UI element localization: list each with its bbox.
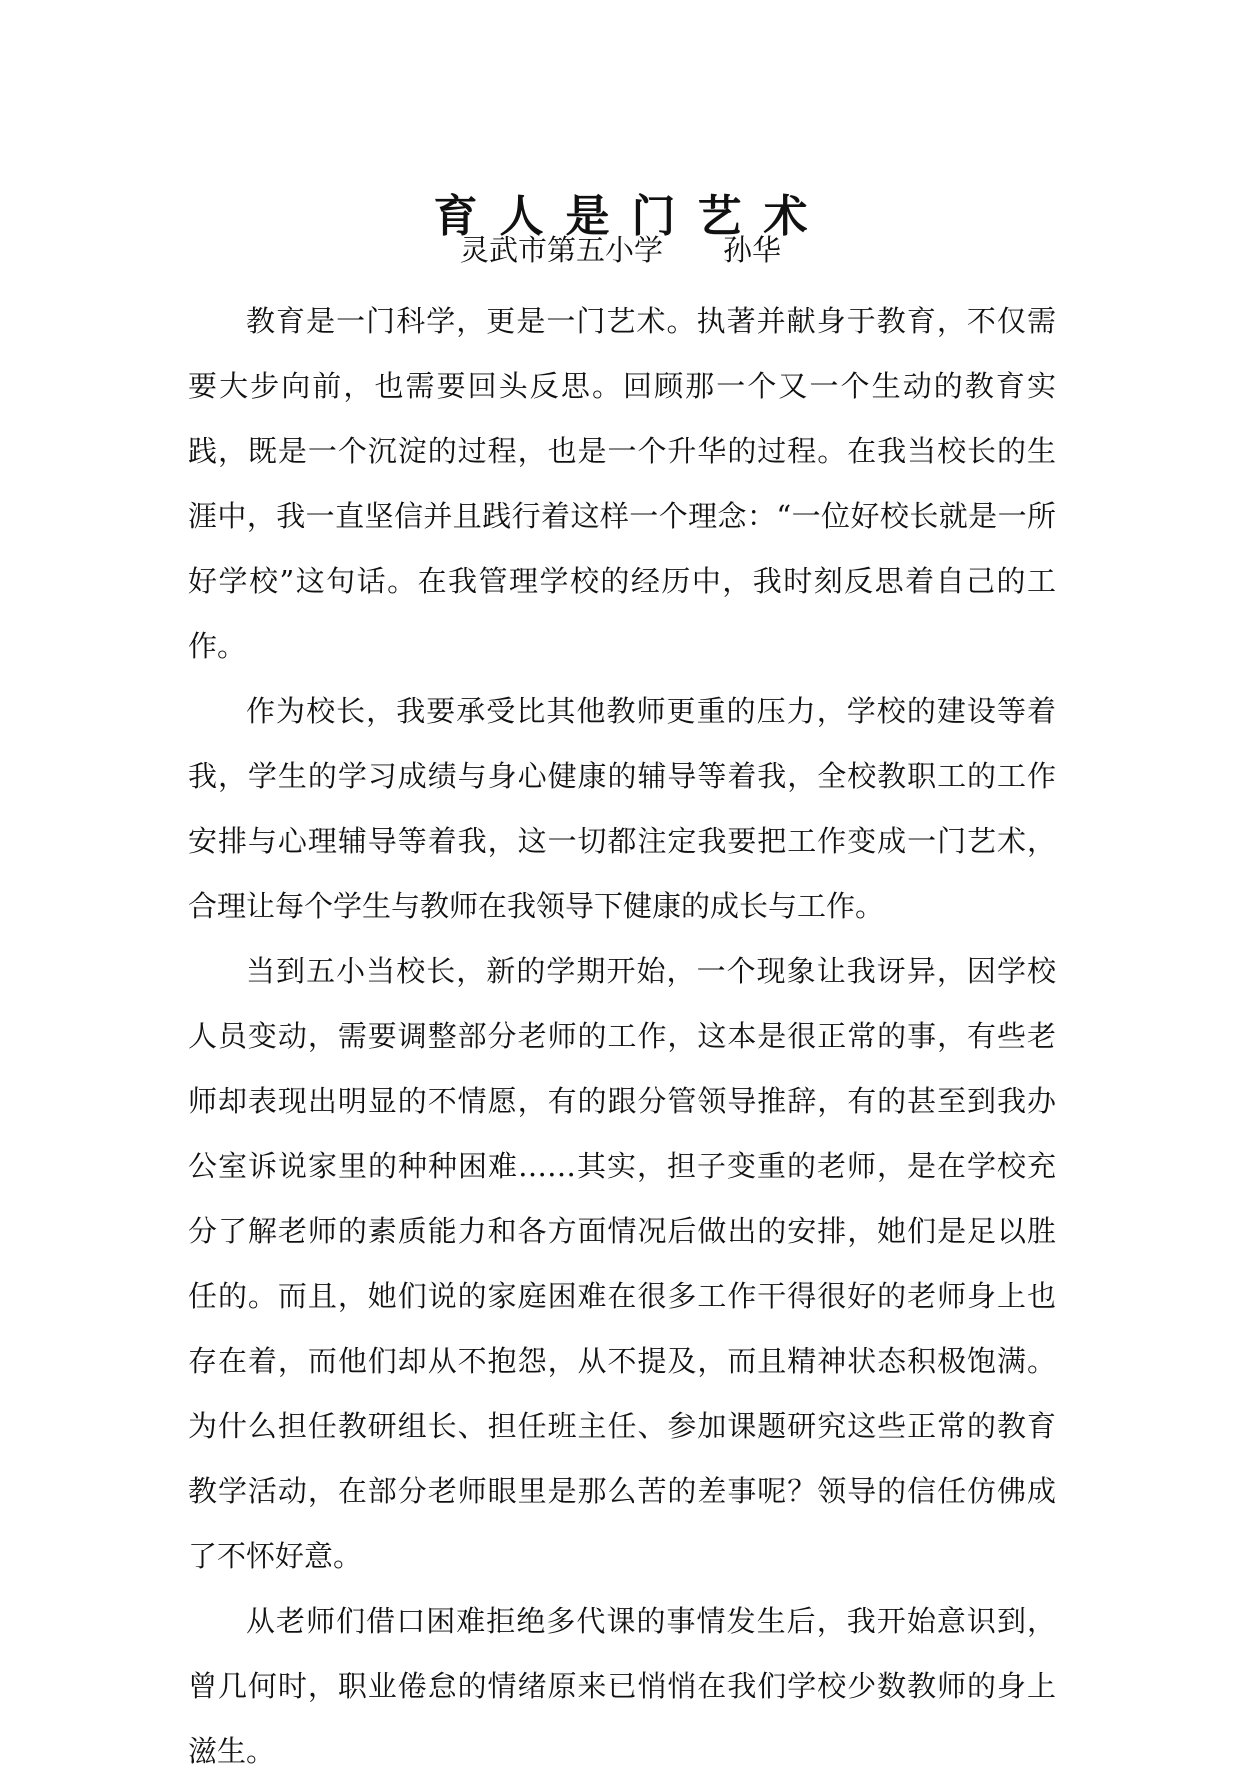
school-name: 灵武市第五小学 bbox=[459, 233, 663, 267]
paragraph: 作为校长，我要承受比其他教师更重的压力，学校的建设等着我，学生的学习成绩与身心健康的辅导等着我，全校教职工的工作安排与心理辅导等着我，这一切都注定我要把工作变成一门艺术，合理让每个学生与教师在我领导下健康的成长与工作。 bbox=[188, 694, 1056, 923]
paragraph: 教育是一门科学，更是一门艺术。执著并献身于教育，不仅需要大步向前，也需要回头反思。回顾那一个又一个生动的教育实践，既是一个沉淀的过程，也是一个升华的过程。在我当校长的生涯中，我一直坚信并且践行着这样一个理念：“一位好校长就是一所好学校”这句话。在我管理学校的经历中，我时刻反思着自己的工作。 bbox=[188, 304, 1056, 663]
paragraph: 当到五小当校长，新的学期开始，一个现象让我讶异，因学校人员变动，需要调整部分老师的工作，这本是很正常的事，有些老师却表现出明显的不情愿，有的跟分管领导推辞，有的甚至到我办公室诉说家里的种种困难……其实，担子变重的老师，是在学校充分了解老师的素质能力和各方面情况后做出的安排，她们是足以胜任的。而且，她们说的家庭困难在很多工作干得很好的老师身上也存在着，而他们却从不抱怨，从不提及，而且精神状态积极饱满。为什么担任教研组长、担任班主任、参加课题研究这些正常的教育教学活动，在部分老师眼里是那么苦的差事呢？领导的信任仿佛成了不怀好意。 bbox=[188, 954, 1056, 1573]
document-title: 育人是门艺术 bbox=[433, 191, 830, 243]
byline bbox=[0, 230, 1241, 270]
author-name: 孙华 bbox=[723, 233, 782, 267]
paragraph: 从老师们借口困难拒绝多代课的事情发生后，我开始意识到，曾几何时，职业倦怠的情绪原来已悄悄在我们学校少数教师的身上滋生。 bbox=[188, 1604, 1056, 1768]
article-body bbox=[188, 289, 1056, 1784]
